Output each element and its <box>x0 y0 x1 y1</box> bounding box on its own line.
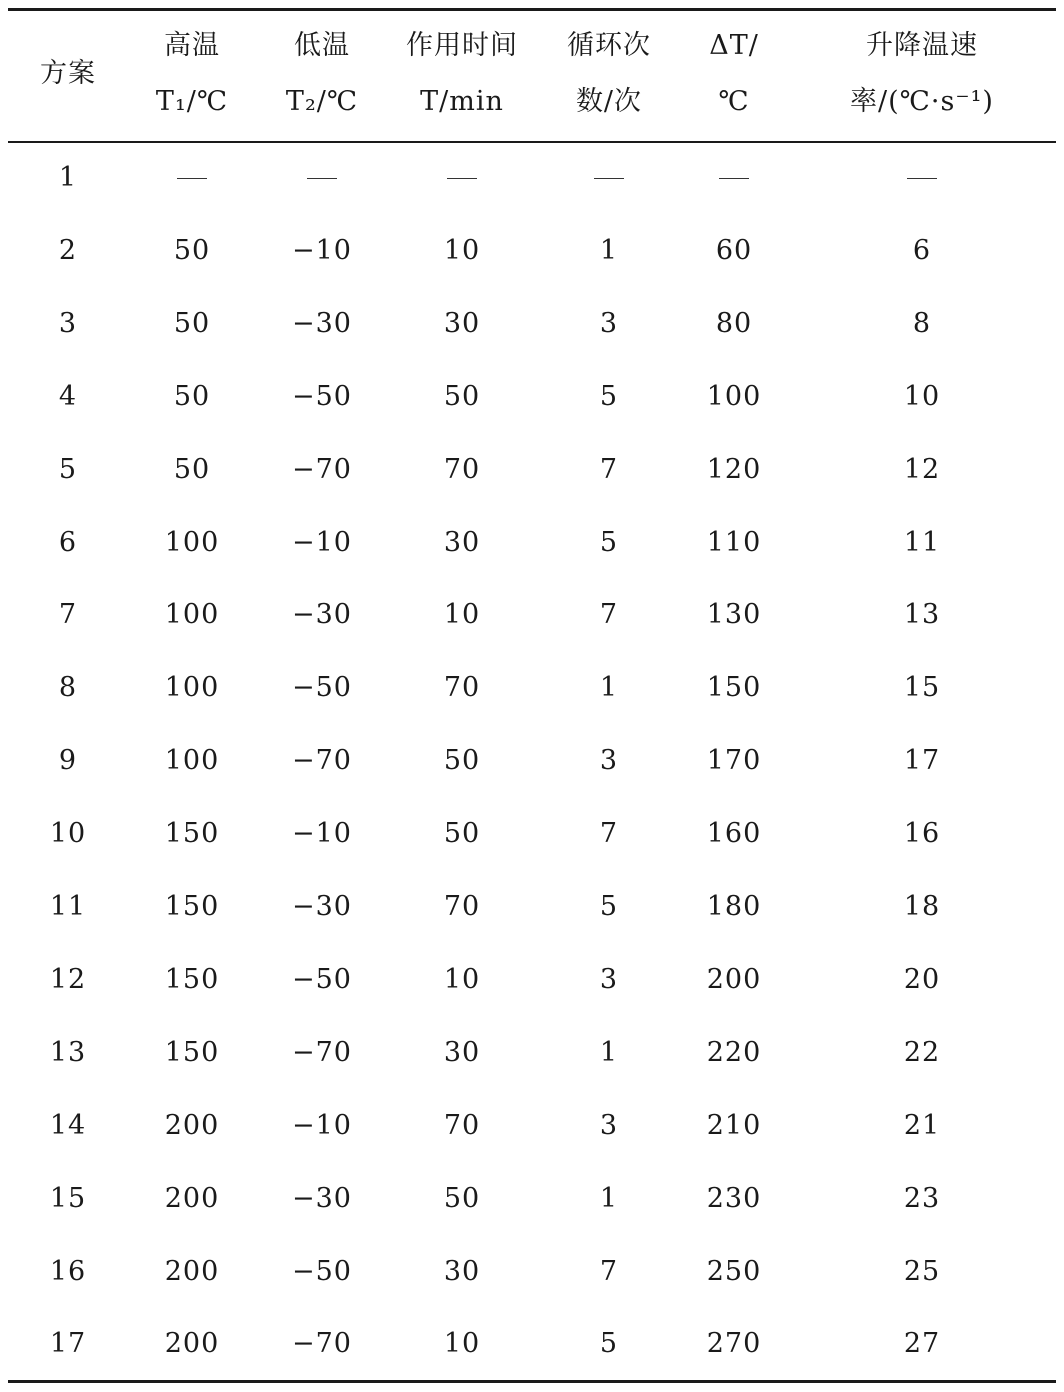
cell-scheme: 2 <box>58 234 78 266</box>
cell-delta-t: 270 <box>706 1328 762 1360</box>
cell-scheme: 17 <box>49 1328 87 1360</box>
cell-rate: 20 <box>903 963 941 995</box>
table-row <box>0 1106 1064 1146</box>
header-duration-line1: 作用时间 <box>406 30 518 61</box>
cell-cycles: 3 <box>599 745 619 777</box>
cell-rate: 27 <box>903 1328 941 1360</box>
cell-cycles <box>594 158 624 198</box>
cell-delta-t: 80 <box>715 307 753 339</box>
cell-rate: 13 <box>903 599 941 631</box>
cell-rate: 17 <box>903 745 941 777</box>
cell-low-temp: −50 <box>292 1255 352 1287</box>
cell-scheme: 12 <box>49 963 87 995</box>
header-high-temp <box>156 18 228 130</box>
cell-duration: 50 <box>443 380 481 412</box>
cell-low-temp <box>307 158 337 198</box>
cell-duration: 30 <box>443 1036 481 1068</box>
cell-delta-t: 120 <box>706 453 762 485</box>
table-bottom-rule <box>8 1380 1056 1383</box>
empty-dash <box>307 178 337 179</box>
cell-rate: 18 <box>903 891 941 922</box>
cell-low-temp: −50 <box>292 963 352 995</box>
cell-duration: 50 <box>443 1182 481 1214</box>
header-high-temp-line2: T₁/℃ <box>155 86 229 117</box>
cell-rate <box>907 158 937 198</box>
header-duration-line2: T/min <box>420 86 504 117</box>
cell-duration <box>447 158 477 198</box>
cell-low-temp: −70 <box>292 745 352 777</box>
cell-high-temp: 50 <box>173 234 211 266</box>
header-cycles-line2: 数/次 <box>575 86 643 117</box>
cell-delta-t: 220 <box>706 1036 762 1068</box>
empty-dash <box>907 178 937 179</box>
cell-rate: 21 <box>903 1109 941 1141</box>
empty-dash <box>177 178 207 179</box>
cell-high-temp: 200 <box>164 1255 220 1287</box>
cell-scheme: 9 <box>58 745 78 777</box>
cell-low-temp: −50 <box>292 672 352 704</box>
cell-low-temp: −30 <box>292 307 352 339</box>
cell-scheme: 4 <box>58 380 78 412</box>
cell-scheme: 11 <box>49 891 87 922</box>
cell-duration: 30 <box>443 526 481 558</box>
table-row <box>0 595 1064 635</box>
cell-cycles: 5 <box>599 891 619 922</box>
cell-duration: 10 <box>443 599 481 631</box>
header-rate-line1: 升降温速 <box>865 30 978 61</box>
table-row <box>0 668 1064 708</box>
cell-delta-t: 110 <box>706 526 762 558</box>
cell-rate: 10 <box>903 380 941 412</box>
table-row <box>0 741 1064 781</box>
cell-cycles: 1 <box>599 234 619 266</box>
cell-duration: 10 <box>443 234 481 266</box>
cell-scheme: 6 <box>58 526 78 558</box>
cell-duration: 70 <box>443 891 481 922</box>
header-rate-line2: 率/(℃·s⁻¹) <box>850 86 994 117</box>
table-row <box>0 1324 1064 1364</box>
cell-delta-t: 100 <box>706 380 762 412</box>
cell-low-temp: −10 <box>292 1109 352 1141</box>
header-duration <box>406 18 518 130</box>
cell-scheme: 10 <box>49 818 87 850</box>
cell-duration: 30 <box>443 1255 481 1287</box>
cell-delta-t: 130 <box>706 599 762 631</box>
table-row <box>0 887 1064 927</box>
cell-rate: 8 <box>912 307 932 339</box>
cell-high-temp: 50 <box>173 380 211 412</box>
cell-low-temp: −50 <box>292 380 352 412</box>
cell-cycles: 5 <box>599 380 619 412</box>
cell-rate: 6 <box>912 234 932 266</box>
header-low-temp <box>286 18 358 130</box>
cell-cycles: 5 <box>599 1328 619 1360</box>
cell-low-temp: −70 <box>292 453 352 485</box>
cell-rate: 15 <box>903 672 941 704</box>
cell-duration: 70 <box>443 1109 481 1141</box>
cell-cycles: 1 <box>599 1036 619 1068</box>
cell-high-temp: 150 <box>164 963 220 995</box>
cell-low-temp: −70 <box>292 1036 352 1068</box>
empty-dash <box>447 178 477 179</box>
header-delta-t-line2: ℃ <box>718 86 750 117</box>
cell-delta-t <box>719 158 749 198</box>
cell-cycles: 3 <box>599 963 619 995</box>
table-row <box>0 960 1064 1000</box>
cell-high-temp: 200 <box>164 1328 220 1360</box>
cell-rate: 11 <box>903 526 941 558</box>
cell-scheme: 14 <box>49 1109 87 1141</box>
cell-low-temp: −30 <box>292 891 352 922</box>
empty-dash <box>719 178 749 179</box>
table-row <box>0 450 1064 490</box>
table-top-rule <box>8 8 1056 11</box>
table-row <box>0 814 1064 854</box>
empty-dash <box>594 178 624 179</box>
cell-high-temp: 100 <box>164 745 220 777</box>
cell-low-temp: −10 <box>292 234 352 266</box>
cell-high-temp: 200 <box>164 1109 220 1141</box>
cell-scheme: 5 <box>58 453 78 485</box>
cell-low-temp: −10 <box>292 526 352 558</box>
cell-delta-t: 150 <box>706 672 762 704</box>
cell-scheme: 1 <box>58 162 78 193</box>
cell-cycles: 7 <box>599 453 619 485</box>
cell-delta-t: 60 <box>715 234 753 266</box>
cell-delta-t: 200 <box>706 963 762 995</box>
cell-low-temp: −30 <box>292 1182 352 1214</box>
table-row <box>0 1252 1064 1292</box>
header-scheme: 方案 <box>40 58 96 89</box>
cell-high-temp: 100 <box>164 599 220 631</box>
cell-delta-t: 170 <box>706 745 762 777</box>
cell-high-temp: 150 <box>164 818 220 850</box>
cell-cycles: 7 <box>599 599 619 631</box>
cell-cycles: 7 <box>599 1255 619 1287</box>
cell-cycles: 5 <box>599 526 619 558</box>
cell-rate: 23 <box>903 1182 941 1214</box>
cell-low-temp: −70 <box>292 1328 352 1360</box>
cell-scheme: 3 <box>58 307 78 339</box>
cell-cycles: 1 <box>599 1182 619 1214</box>
header-delta-t <box>709 18 759 130</box>
cell-duration: 70 <box>443 453 481 485</box>
table-row <box>0 1033 1064 1073</box>
cell-delta-t: 180 <box>706 891 762 922</box>
cell-duration: 70 <box>443 672 481 704</box>
cell-high-temp: 50 <box>173 307 211 339</box>
header-rate <box>850 18 994 130</box>
table-row <box>0 231 1064 271</box>
cell-delta-t: 230 <box>706 1182 762 1214</box>
cell-delta-t: 250 <box>706 1255 762 1287</box>
cell-scheme: 7 <box>58 599 78 631</box>
cell-delta-t: 160 <box>706 818 762 850</box>
cell-high-temp <box>177 158 207 198</box>
cell-duration: 30 <box>443 307 481 339</box>
cell-duration: 50 <box>443 818 481 850</box>
header-cycles <box>567 18 651 130</box>
cell-rate: 25 <box>903 1255 941 1287</box>
table-row <box>0 158 1064 198</box>
cell-high-temp: 100 <box>164 526 220 558</box>
cell-cycles: 3 <box>599 1109 619 1141</box>
cell-duration: 10 <box>443 1328 481 1360</box>
cell-high-temp: 100 <box>164 672 220 704</box>
cell-low-temp: −30 <box>292 599 352 631</box>
table-row <box>0 377 1064 417</box>
cell-high-temp: 200 <box>164 1182 220 1214</box>
cell-cycles: 1 <box>599 672 619 704</box>
cell-cycles: 7 <box>599 818 619 850</box>
cell-scheme: 13 <box>49 1036 87 1068</box>
cell-high-temp: 50 <box>173 453 211 485</box>
table-row <box>0 523 1064 563</box>
table-row <box>0 1179 1064 1219</box>
cell-duration: 50 <box>443 745 481 777</box>
cell-rate: 12 <box>903 453 941 485</box>
cell-high-temp: 150 <box>164 891 220 922</box>
cell-duration: 10 <box>443 963 481 995</box>
header-high-temp-line1: 高温 <box>163 30 220 61</box>
cell-scheme: 8 <box>58 672 78 704</box>
header-low-temp-line2: T₂/℃ <box>285 86 359 117</box>
table-header-rule <box>8 141 1056 143</box>
table-row <box>0 304 1064 344</box>
cell-rate: 22 <box>903 1036 941 1068</box>
cell-scheme: 16 <box>49 1255 87 1287</box>
header-low-temp-line1: 低温 <box>293 30 350 61</box>
cell-rate: 16 <box>903 818 941 850</box>
header-delta-t-line1: ΔT/ <box>709 30 759 61</box>
header-cycles-line1: 循环次 <box>567 30 651 61</box>
cell-high-temp: 150 <box>164 1036 220 1068</box>
cell-scheme: 15 <box>49 1182 87 1214</box>
cell-delta-t: 210 <box>706 1109 762 1141</box>
cell-cycles: 3 <box>599 307 619 339</box>
cell-low-temp: −10 <box>292 818 352 850</box>
